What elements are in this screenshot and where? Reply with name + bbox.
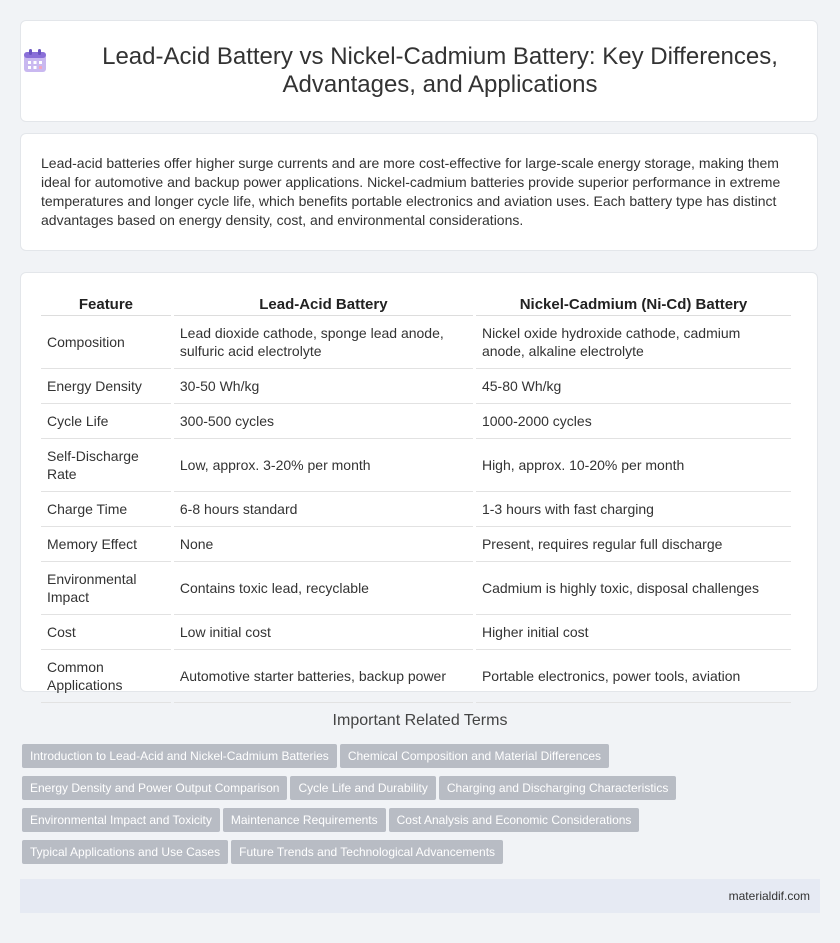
lead-acid-cell: Automotive starter batteries, backup power — [174, 650, 473, 703]
ni-cd-cell: Portable electronics, power tools, aviation — [476, 650, 791, 703]
related-terms-list — [22, 744, 822, 872]
related-term-chip[interactable]: Typical Applications and Use Cases — [22, 840, 228, 864]
header-ni-cd: Nickel-Cadmium (Ni-Cd) Battery — [476, 291, 791, 316]
ni-cd-cell: Higher initial cost — [476, 615, 791, 650]
page-title: Lead-Acid Battery vs Nickel-Cadmium Battery: Key Differences, Advantages, and Applications — [102, 43, 778, 98]
ni-cd-cell: Present, requires regular full discharge — [476, 527, 791, 562]
footer — [20, 879, 820, 913]
related-terms-title: Important Related Terms — [332, 712, 508, 729]
feature-cell: Cycle Life — [41, 404, 171, 439]
footer-site[interactable]: materialdif.com — [728, 889, 810, 903]
related-term-chip[interactable]: Cycle Life and Durability — [290, 776, 435, 800]
table-row — [41, 492, 791, 527]
ni-cd-cell: 1000-2000 cycles — [476, 404, 791, 439]
lead-acid-cell: Low initial cost — [174, 615, 473, 650]
calendar-icon — [21, 47, 49, 75]
feature-cell: Energy Density — [41, 369, 171, 404]
table-row — [41, 404, 791, 439]
feature-cell: Self-Discharge Rate — [41, 439, 171, 492]
table-row — [41, 615, 791, 650]
ni-cd-cell: High, approx. 10-20% per month — [476, 439, 791, 492]
related-term-chip[interactable]: Future Trends and Technological Advancements — [231, 840, 503, 864]
lead-acid-cell: Lead dioxide cathode, sponge lead anode, sulfuric acid electrolyte — [174, 316, 473, 369]
table-row — [41, 316, 791, 369]
ni-cd-cell: 1-3 hours with fast charging — [476, 492, 791, 527]
comparison-table — [38, 291, 794, 703]
related-term-chip[interactable]: Charging and Discharging Characteristics — [439, 776, 676, 800]
table-row — [41, 369, 791, 404]
lead-acid-cell: 30-50 Wh/kg — [174, 369, 473, 404]
related-term-chip[interactable]: Environmental Impact and Toxicity — [22, 808, 220, 832]
table-row — [41, 527, 791, 562]
feature-cell: Environmental Impact — [41, 562, 171, 615]
ni-cd-cell: Nickel oxide hydroxide cathode, cadmium anode, alkaline electrolyte — [476, 316, 791, 369]
related-term-chip[interactable]: Introduction to Lead-Acid and Nickel-Cadmium Batteries — [22, 744, 337, 768]
lead-acid-cell: Contains toxic lead, recyclable — [174, 562, 473, 615]
comparison-card — [20, 272, 818, 692]
title-card — [20, 20, 818, 122]
header-lead-acid: Lead-Acid Battery — [174, 291, 473, 316]
related-term-chip[interactable]: Cost Analysis and Economic Considerations — [389, 808, 640, 832]
lead-acid-cell: Low, approx. 3-20% per month — [174, 439, 473, 492]
intro-card — [20, 133, 818, 251]
table-row — [41, 650, 791, 703]
feature-cell: Cost — [41, 615, 171, 650]
lead-acid-cell: 6-8 hours standard — [174, 492, 473, 527]
table-header-row — [41, 291, 791, 316]
ni-cd-cell: Cadmium is highly toxic, disposal challenges — [476, 562, 791, 615]
related-term-chip[interactable]: Chemical Composition and Material Differences — [340, 744, 609, 768]
ni-cd-cell: 45-80 Wh/kg — [476, 369, 791, 404]
table-row — [41, 562, 791, 615]
related-term-chip[interactable]: Maintenance Requirements — [223, 808, 386, 832]
lead-acid-cell: None — [174, 527, 473, 562]
related-term-chip[interactable]: Energy Density and Power Output Comparison — [22, 776, 287, 800]
intro-paragraph: Lead-acid batteries offer higher surge currents and are more cost-effective for large-scale energy storage, making them ideal for automotive and backup power applications. Nickel-cadmium batteries provide superior performance in extreme temperatures and longer cycle life, which benefits portable electronics and aviation uses. Each battery type has distinct advantages based on energy density, cost, and environmental considerations. — [41, 155, 781, 228]
header-feature: Feature — [41, 291, 171, 316]
feature-cell: Common Applications — [41, 650, 171, 703]
lead-acid-cell: 300-500 cycles — [174, 404, 473, 439]
feature-cell: Memory Effect — [41, 527, 171, 562]
table-row — [41, 439, 791, 492]
feature-cell: Composition — [41, 316, 171, 369]
feature-cell: Charge Time — [41, 492, 171, 527]
